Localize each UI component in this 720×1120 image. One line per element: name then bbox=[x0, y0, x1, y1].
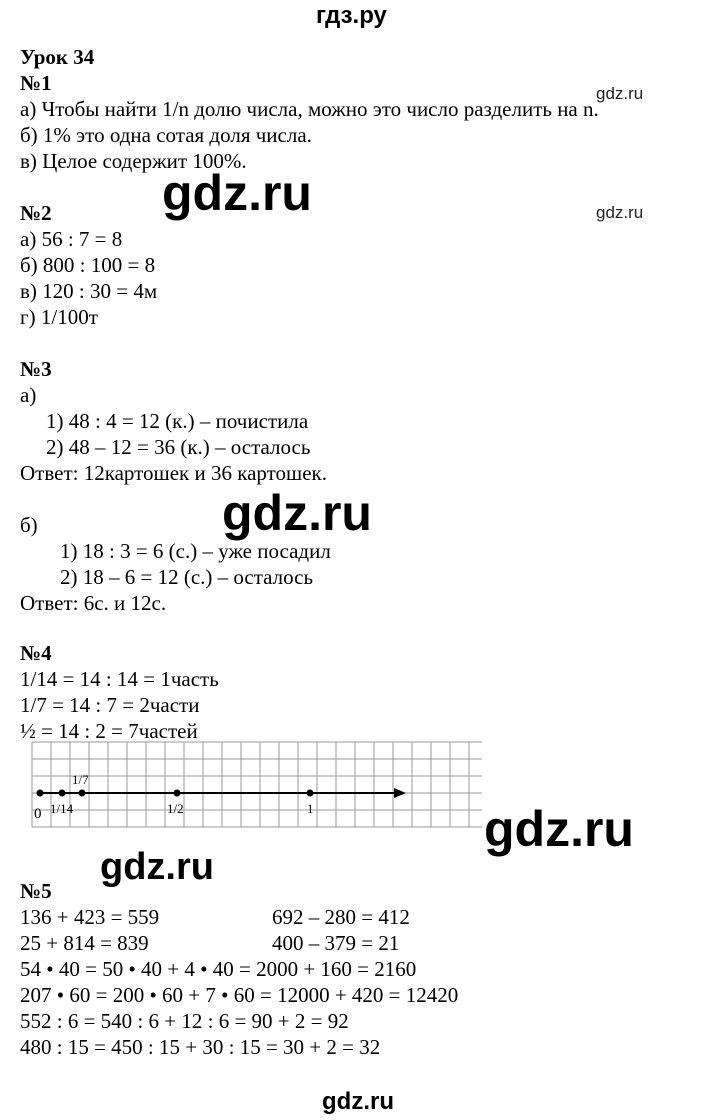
task4-line-1: 1/14 = 14 : 14 = 1часть bbox=[20, 667, 219, 691]
task2-line-c: в) 120 : 30 = 4м bbox=[20, 279, 158, 303]
task5-line-4: 480 : 15 = 450 : 15 + 30 : 15 = 30 + 2 = 32 bbox=[20, 1035, 381, 1059]
point-1 bbox=[307, 790, 314, 797]
watermark-big: gdz.ru bbox=[162, 165, 312, 221]
label-1-14: 1/14 bbox=[50, 801, 74, 816]
task5-left-1: 136 + 423 = 559 bbox=[20, 905, 160, 929]
watermark-small: gdz.ru bbox=[596, 84, 644, 103]
task1-number: №1 bbox=[20, 71, 52, 95]
task5-number: №5 bbox=[20, 879, 52, 903]
task3-b-answer: Ответ: 6с. и 12с. bbox=[20, 591, 167, 615]
task5-line-1: 54 • 40 = 50 • 40 + 4 • 40 = 2000 + 160 = 2160 bbox=[20, 957, 417, 981]
watermark-small: gdz.ru bbox=[596, 203, 644, 222]
task2-number: №2 bbox=[20, 201, 52, 225]
task3-a-step-2: 2) 48 – 12 = 36 (к.) – осталось bbox=[46, 435, 311, 459]
label-zero: 0 bbox=[34, 806, 42, 822]
watermark-big: gdz.ru bbox=[222, 485, 372, 541]
task5-left-2: 25 + 814 = 839 bbox=[20, 931, 149, 955]
point-1-2 bbox=[174, 790, 181, 797]
task2-line-b: б) 800 : 100 = 8 bbox=[20, 253, 156, 277]
task1-line-b: б) 1% это одна сотая доля числа. bbox=[20, 123, 312, 147]
task3-part-b: б) bbox=[20, 513, 38, 537]
task3-b-step-1: 1) 18 : 3 = 6 (с.) – уже посадил bbox=[60, 539, 331, 563]
number-line-grid bbox=[30, 740, 490, 830]
point-1-14 bbox=[59, 790, 66, 797]
task5-right-2: 400 – 379 = 21 bbox=[272, 931, 400, 955]
lesson-title: Урок 34 bbox=[20, 45, 95, 69]
point-1-7 bbox=[79, 790, 86, 797]
watermark-big: gdz.ru bbox=[100, 846, 214, 888]
task1-line-c: в) Целое содержит 100%. bbox=[20, 149, 247, 173]
task4-line-2: 1/7 = 14 : 7 = 2части bbox=[20, 693, 200, 717]
task4-number: №4 bbox=[20, 641, 52, 665]
watermark-big: gdz.ru bbox=[484, 801, 634, 857]
task1-line-a: а) Чтобы найти 1/n долю числа, можно это число разделить на n. bbox=[20, 97, 599, 121]
task2-line-a: а) 56 : 7 = 8 bbox=[20, 227, 123, 251]
label-1: 1 bbox=[307, 801, 314, 816]
task3-part-a: а) bbox=[20, 383, 37, 407]
task2-line-d: г) 1/100т bbox=[20, 305, 98, 329]
task3-b-step-2: 2) 18 – 6 = 12 (с.) – осталось bbox=[60, 565, 314, 589]
task3-a-step-1: 1) 48 : 4 = 12 (к.) – почистила bbox=[46, 409, 309, 433]
task5-line-2: 207 • 60 = 200 • 60 + 7 • 60 = 12000 + 420 = 12420 bbox=[20, 983, 459, 1007]
footer-site-label: gdz.ru bbox=[322, 1088, 394, 1115]
task4-line-3: ½ = 14 : 2 = 7частей bbox=[20, 719, 198, 743]
task3-number: №3 bbox=[20, 357, 52, 381]
point-zero bbox=[37, 790, 44, 797]
task5-right-1: 692 – 280 = 412 bbox=[272, 905, 410, 929]
header-site-label: гдз.ру bbox=[316, 2, 387, 29]
task5-line-3: 552 : 6 = 540 : 6 + 12 : 6 = 90 + 2 = 92 bbox=[20, 1009, 349, 1033]
label-1-7: 1/7 bbox=[72, 772, 89, 787]
number-line-arrow bbox=[394, 788, 406, 798]
label-1-2: 1/2 bbox=[167, 801, 184, 816]
task3-a-answer: Ответ: 12картошек и 36 картошек. bbox=[20, 461, 328, 485]
